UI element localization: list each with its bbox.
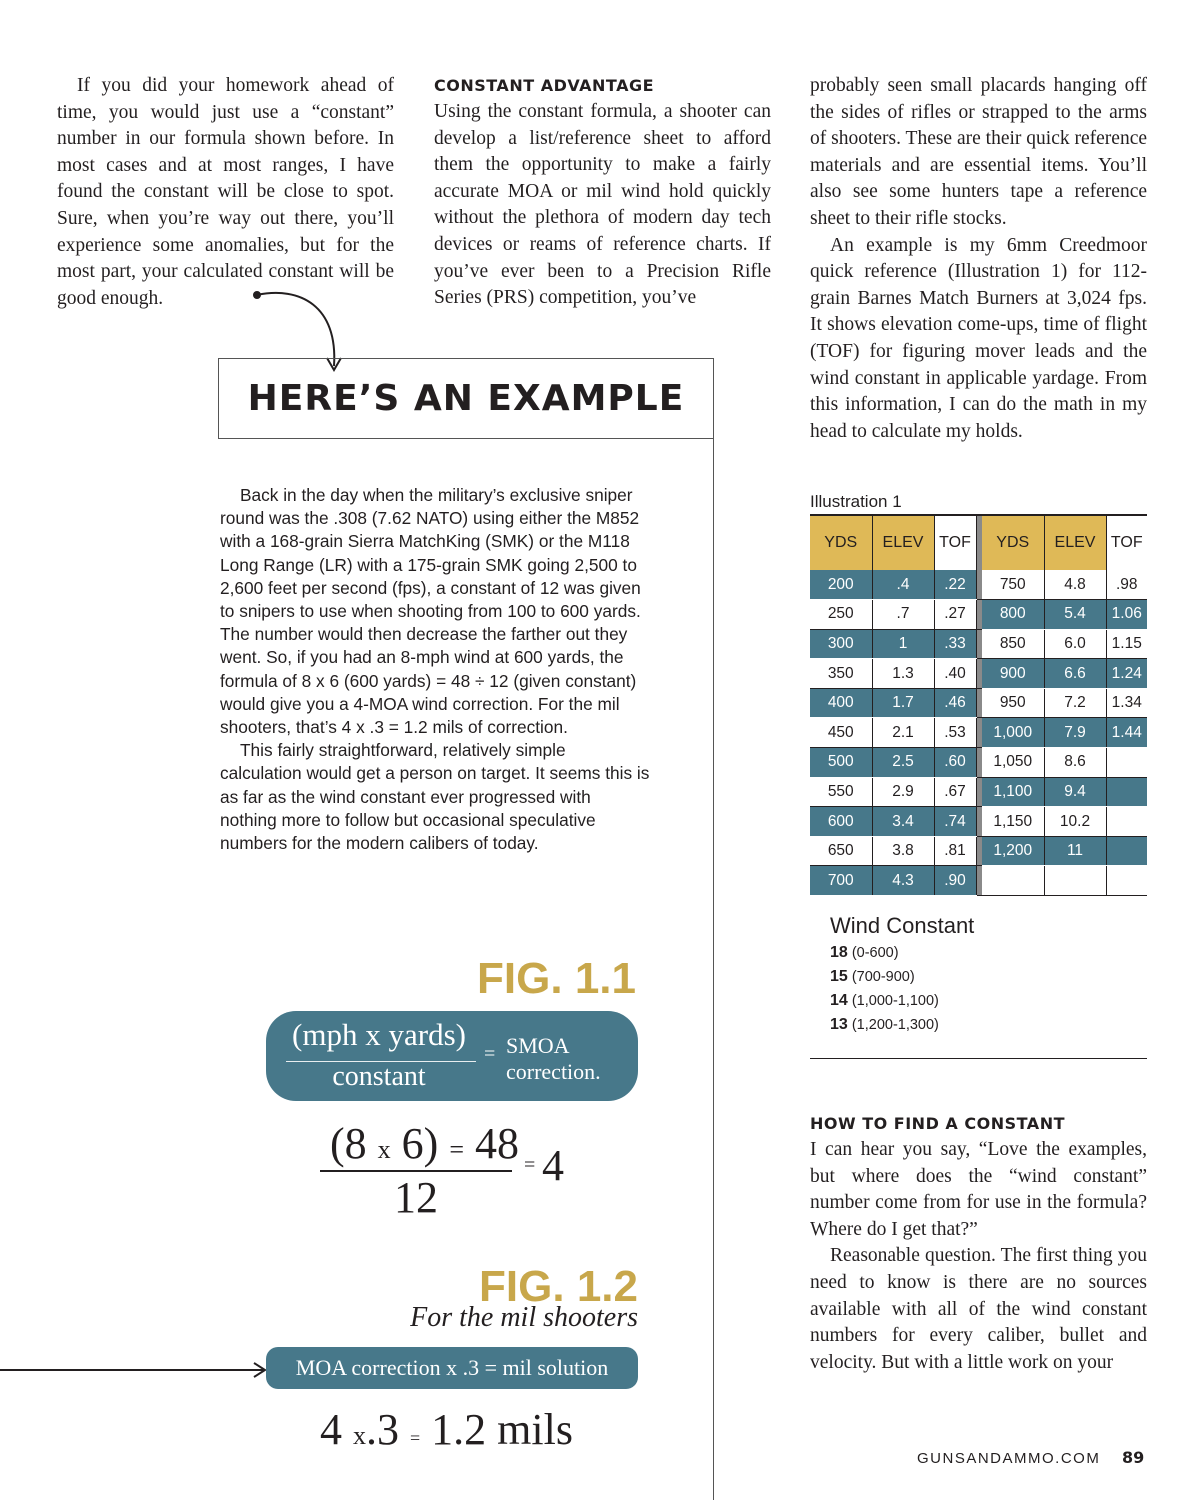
table-cell: 8.6 (1044, 748, 1106, 778)
table-cell: 650 (810, 836, 872, 866)
table-cell: 1,050 (982, 748, 1044, 778)
table-cell: 950 (982, 688, 1044, 718)
sidebar-paragraph: This fairly straightforward, relatively simple calculation would get a person on target. It seems this is as far as the wind constant ever progressed with nothing more to follow but occasional speculative numbers for the modern calibers of today. (220, 740, 650, 854)
illustration-title: Illustration 1 (810, 492, 902, 511)
article-paragraph: An example is my 6mm Creedmoor quick reference (Illustration 1) for 112-grain Barnes Match Burners at 3,024 fps. It shows elevation come-ups, time of flight (TOF) for figuring mover leads and the wind constant in applicable yardage. From this information, I can do the math in my head to calculate my holds. (810, 234, 1147, 442)
table-header-row (810, 515, 1147, 570)
table-cell: .67 (934, 777, 976, 807)
table-cell (1106, 748, 1147, 778)
table-cell: 9.4 (1044, 777, 1106, 807)
table-cell: 1.06 (1106, 600, 1147, 630)
table-cell: .40 (934, 659, 976, 689)
column-header: ELEV (872, 515, 934, 570)
calc-result: 1.2 mils (431, 1405, 573, 1454)
example-calculation (320, 1118, 610, 1228)
wind-constant-block (830, 913, 1130, 1037)
table-cell: 3.8 (872, 836, 934, 866)
formula-pill (266, 1011, 638, 1101)
formula-result-line: SMOA (506, 1033, 570, 1058)
calc-equals: = (524, 1154, 536, 1176)
table-cell (982, 866, 1044, 896)
table-cell: 10.2 (1044, 807, 1106, 837)
table-cell: 1,200 (982, 836, 1044, 866)
mil-formula-pill: MOA correction x .3 = mil solution (266, 1347, 638, 1389)
calc-times: x (377, 1135, 391, 1164)
table-cell (1106, 836, 1147, 866)
table-cell: 1.24 (1106, 659, 1147, 689)
callout-title-box (218, 358, 714, 439)
table-cell: 600 (810, 807, 872, 837)
mil-calculation (320, 1404, 620, 1455)
table-cell: 2.5 (872, 748, 934, 778)
calc-numerator (330, 1118, 519, 1169)
table-cell (1106, 866, 1147, 896)
table-cell: .7 (872, 600, 934, 630)
formula-denominator: constant (332, 1061, 426, 1092)
table-cell: 700 (810, 866, 872, 896)
calc-denominator: 12 (394, 1173, 438, 1222)
table-cell: 850 (982, 629, 1044, 659)
fig-1-2-label: FIG. 1.2 (479, 1262, 638, 1311)
table-cell: .90 (934, 866, 976, 896)
table-cell: .60 (934, 748, 976, 778)
fig-1-2-subtitle: For the mil shooters (410, 1302, 638, 1333)
table-row (810, 777, 1147, 807)
calc-term: .3 (366, 1405, 399, 1454)
sidebar-body (220, 484, 650, 855)
table-cell: 1.15 (1106, 629, 1147, 659)
table-cell: 1 (872, 629, 934, 659)
table-row (810, 570, 1147, 600)
table-cell: 750 (982, 570, 1044, 600)
sidebar-paragraph: Back in the day when the military’s exclusive sniper round was the .308 (7.62 NATO) using either the M852 with a 168-grain Sierra MatchKing (SMK) or the M118 Long Range (LR) with a 175-grain SMK going 2,500 to 2,600 feet per second (fps), a constant of 12 was given to snipers to use when shooting from 100 to 600 yards. The number would then decrease the farther out they went. So, if you had an 8-mph wind at 600 yards, the formula of 8 x 6 (600 yards) = 48 ÷ 12 (given constant) would give you a 4-MOA wind correction. For the mil shooters, that’s 4 x .3 = 1.2 mils of correction. (220, 485, 641, 738)
article-column-2 (434, 76, 771, 312)
column-header: ELEV (1044, 515, 1106, 570)
table-cell: 3.4 (872, 807, 934, 837)
table-cell: 350 (810, 659, 872, 689)
wind-constant-row: 14 (1,000-1,100) (830, 992, 939, 1009)
page-number: 89 (1122, 1448, 1145, 1467)
table-cell: 1.44 (1106, 718, 1147, 748)
table-cell: 250 (810, 600, 872, 630)
table-cell (1106, 807, 1147, 837)
section-heading: CONSTANT ADVANTAGE (434, 76, 655, 95)
table-cell: 1.7 (872, 688, 934, 718)
article-paragraph: If you did your homework ahead of time, you would just use a “constant” number in our formula shown before. In most cases and at most ranges, I have found the constant will be close to spot. Sure, when you’re way out there, you’ll experience some anomalies, but for the most part, your calculated constant will be good enough. (57, 75, 394, 309)
table-cell: .53 (934, 718, 976, 748)
table-cell: .74 (934, 807, 976, 837)
column-header: YDS (982, 515, 1044, 570)
article-column-3 (810, 73, 1147, 445)
wind-constant-row: 13 (1,200-1,300) (830, 1016, 939, 1033)
table-row (810, 866, 1147, 896)
table-cell: 450 (810, 718, 872, 748)
article-paragraph: I can hear you say, “Love the examples, but where does the “wind constant” number come from for use in the formula? Where do I get that?” (810, 1139, 1147, 1240)
table-cell: 2.1 (872, 718, 934, 748)
table-cell (1106, 777, 1147, 807)
ballistic-table (810, 514, 1147, 896)
calc-result: 4 (542, 1141, 564, 1190)
table-row (810, 688, 1147, 718)
calc-equals: = (410, 1428, 421, 1448)
article-paragraph: probably seen small placards hanging off the sides of rifles or strapped to the arms of shooters. These are their quick reference materials and are essential items. You’ll also see some hunters tape a reference sheet to their rifle stocks. (810, 75, 1147, 229)
callout-title: HERE’S AN EXAMPLE (247, 378, 685, 419)
table-cell: 2.9 (872, 777, 934, 807)
table-row (810, 807, 1147, 837)
table-cell: 200 (810, 570, 872, 600)
table-row (810, 659, 1147, 689)
fig-1-1-label: FIG. 1.1 (477, 954, 636, 1003)
table-cell: 6.0 (1044, 629, 1106, 659)
table-cell: 900 (982, 659, 1044, 689)
calc-term: 6) (401, 1119, 439, 1168)
table-cell: .33 (934, 629, 976, 659)
table-cell: .22 (934, 570, 976, 600)
divider (810, 1058, 1147, 1059)
table-cell: 300 (810, 629, 872, 659)
table-cell: 7.2 (1044, 688, 1106, 718)
table-row (810, 836, 1147, 866)
table-cell: .46 (934, 688, 976, 718)
table-cell: 500 (810, 748, 872, 778)
table-cell: 550 (810, 777, 872, 807)
table-cell: 7.9 (1044, 718, 1106, 748)
calc-term: (8 (330, 1119, 367, 1168)
calc-term: 4 (320, 1405, 342, 1454)
table-cell: .27 (934, 600, 976, 630)
table-row (810, 748, 1147, 778)
table-cell: 1,000 (982, 718, 1044, 748)
article-paragraph: Reasonable question. The first thing you need to know is there are no sources available with all of the wind constant numbers for every caliber, bullet and velocity. But with a little work on your (810, 1245, 1147, 1373)
formula-result-line: correction. (506, 1059, 601, 1084)
table-row (810, 600, 1147, 630)
table-cell: 1,150 (982, 807, 1044, 837)
section-heading: HOW TO FIND A CONSTANT (810, 1114, 1065, 1133)
table-cell: 1,100 (982, 777, 1044, 807)
footer-site-name: GUNSANDAMMO.COM (917, 1450, 1101, 1467)
table-cell: 6.6 (1044, 659, 1106, 689)
wind-constant-row: 15 (700-900) (830, 968, 915, 985)
table-cell: 4.8 (1044, 570, 1106, 600)
calc-times: x (353, 1421, 366, 1450)
table-cell: .81 (934, 836, 976, 866)
formula-result (506, 1033, 601, 1085)
article-paragraph: Using the constant formula, a shooter can develop a list/reference sheet to afford them the opportunity to make a fairly accurate MOA or mil wind hold quickly without the plethora of modern day tech devices or reams of reference charts. If you’ve ever been to a Precision Rifle Series (PRS) competition, you’ve (434, 101, 771, 309)
column-header: TOF (1106, 515, 1147, 570)
arrow-right-icon (0, 1360, 270, 1380)
formula-equals: = (484, 1043, 496, 1065)
calc-equals: = (449, 1135, 464, 1164)
table-cell: 800 (982, 600, 1044, 630)
table-row (810, 629, 1147, 659)
table-row (810, 718, 1147, 748)
table-cell: 5.4 (1044, 600, 1106, 630)
wind-constant-title: Wind Constant (830, 913, 975, 938)
calc-term: 48 (474, 1119, 519, 1168)
table-cell: 11 (1044, 836, 1106, 866)
table-cell: 1.3 (872, 659, 934, 689)
table-cell: 1.34 (1106, 688, 1147, 718)
column-header: TOF (934, 515, 976, 570)
article-column-1 (57, 73, 394, 312)
article-column-3-lower (810, 1114, 1147, 1376)
callout-divider (713, 438, 714, 1500)
table-cell (1044, 866, 1106, 896)
table-cell: 4.3 (872, 866, 934, 896)
table-cell: .98 (1106, 570, 1147, 600)
formula-numerator: (mph x yards) (292, 1017, 466, 1052)
wind-constant-row: 18 (0-600) (830, 944, 899, 961)
table-cell: 400 (810, 688, 872, 718)
table-cell: .4 (872, 570, 934, 600)
column-header: YDS (810, 515, 872, 570)
